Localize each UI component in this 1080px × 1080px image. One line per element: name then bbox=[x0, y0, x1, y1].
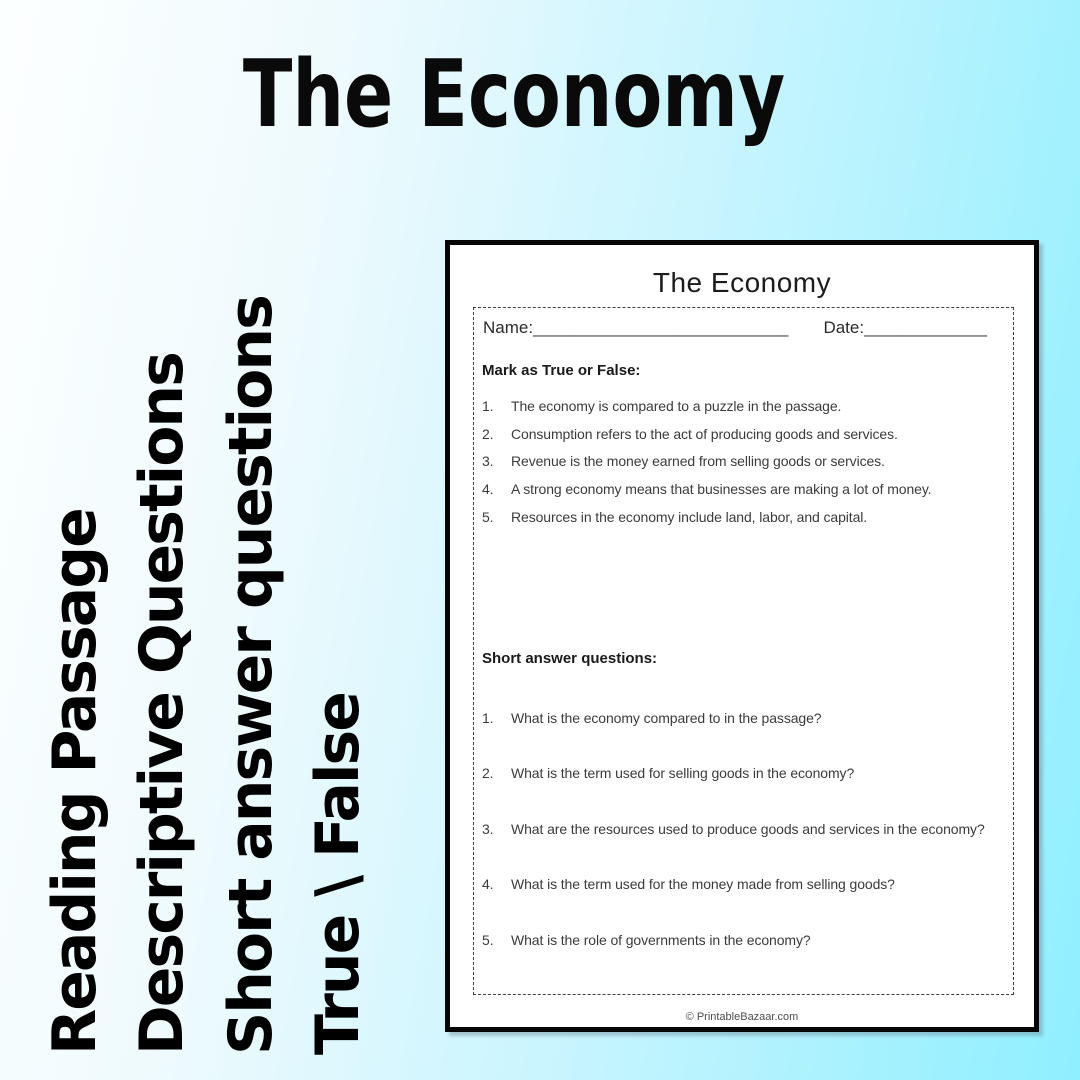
short-answer-item bbox=[482, 930, 1009, 985]
item-number: 4. bbox=[482, 480, 494, 497]
side-label-descriptive-questions: Descriptive Questions bbox=[127, 353, 197, 1055]
date-field-line: _____________ bbox=[864, 318, 987, 337]
item-text: The economy is compared to a puzzle in the passage. bbox=[511, 397, 842, 414]
item-text: What is the economy compared to in the passage? bbox=[511, 710, 822, 726]
true-false-item bbox=[482, 475, 1009, 503]
item-number: 3. bbox=[482, 453, 494, 470]
short-answer-list bbox=[482, 708, 1009, 985]
side-label-true-false: True \ False bbox=[303, 693, 373, 1055]
true-false-item bbox=[482, 420, 1009, 448]
item-number: 1. bbox=[482, 397, 494, 414]
true-false-item bbox=[482, 392, 1009, 420]
true-false-list bbox=[482, 392, 1009, 530]
worksheet-footer: © PrintableBazaar.com bbox=[685, 1011, 799, 1023]
item-number: 4. bbox=[482, 876, 494, 893]
short-answer-heading: Short answer questions: bbox=[482, 650, 658, 667]
short-answer-item bbox=[482, 708, 1009, 763]
item-text: Resources in the economy include land, labor, and capital. bbox=[511, 508, 868, 525]
item-number: 5. bbox=[482, 508, 494, 525]
item-text: What are the resources used to produce goods and services in the economy? bbox=[511, 820, 985, 837]
date-field bbox=[823, 318, 987, 338]
worksheet-dashed-frame bbox=[473, 307, 1014, 995]
name-field-line: ___________________________ bbox=[533, 318, 789, 337]
short-answer-item bbox=[482, 763, 1009, 818]
name-field-label: Name: bbox=[483, 318, 534, 337]
hero-title: The Economy bbox=[242, 40, 786, 148]
side-label-short-answer-questions: Short answer questions bbox=[216, 296, 286, 1055]
worksheet-page bbox=[445, 240, 1039, 1032]
item-text: What is the term used for the money made from selling goods? bbox=[511, 876, 895, 893]
true-false-item bbox=[482, 447, 1009, 475]
name-date-row bbox=[483, 318, 987, 338]
true-false-item bbox=[482, 503, 1009, 531]
short-answer-item bbox=[482, 819, 1009, 874]
item-text: Consumption refers to the act of producing goods and services. bbox=[511, 425, 898, 442]
item-text: What is the term used for selling goods in the economy? bbox=[511, 765, 855, 782]
item-number: 1. bbox=[482, 710, 494, 726]
item-text: A strong economy means that businesses are making a lot of money. bbox=[511, 480, 932, 497]
item-text: Revenue is the money earned from selling goods or services. bbox=[511, 453, 885, 470]
item-number: 2. bbox=[482, 765, 494, 782]
true-false-heading: Mark as True or False: bbox=[482, 362, 641, 379]
date-field-label: Date: bbox=[823, 318, 865, 337]
item-text: What is the role of governments in the economy? bbox=[511, 931, 811, 948]
name-field bbox=[483, 318, 788, 338]
worksheet-title: The Economy bbox=[652, 267, 832, 298]
item-number: 3. bbox=[482, 820, 494, 837]
item-number: 5. bbox=[482, 931, 494, 948]
short-answer-item bbox=[482, 874, 1009, 929]
item-number: 2. bbox=[482, 425, 494, 442]
side-label-reading-passage: Reading Passage bbox=[40, 509, 110, 1055]
